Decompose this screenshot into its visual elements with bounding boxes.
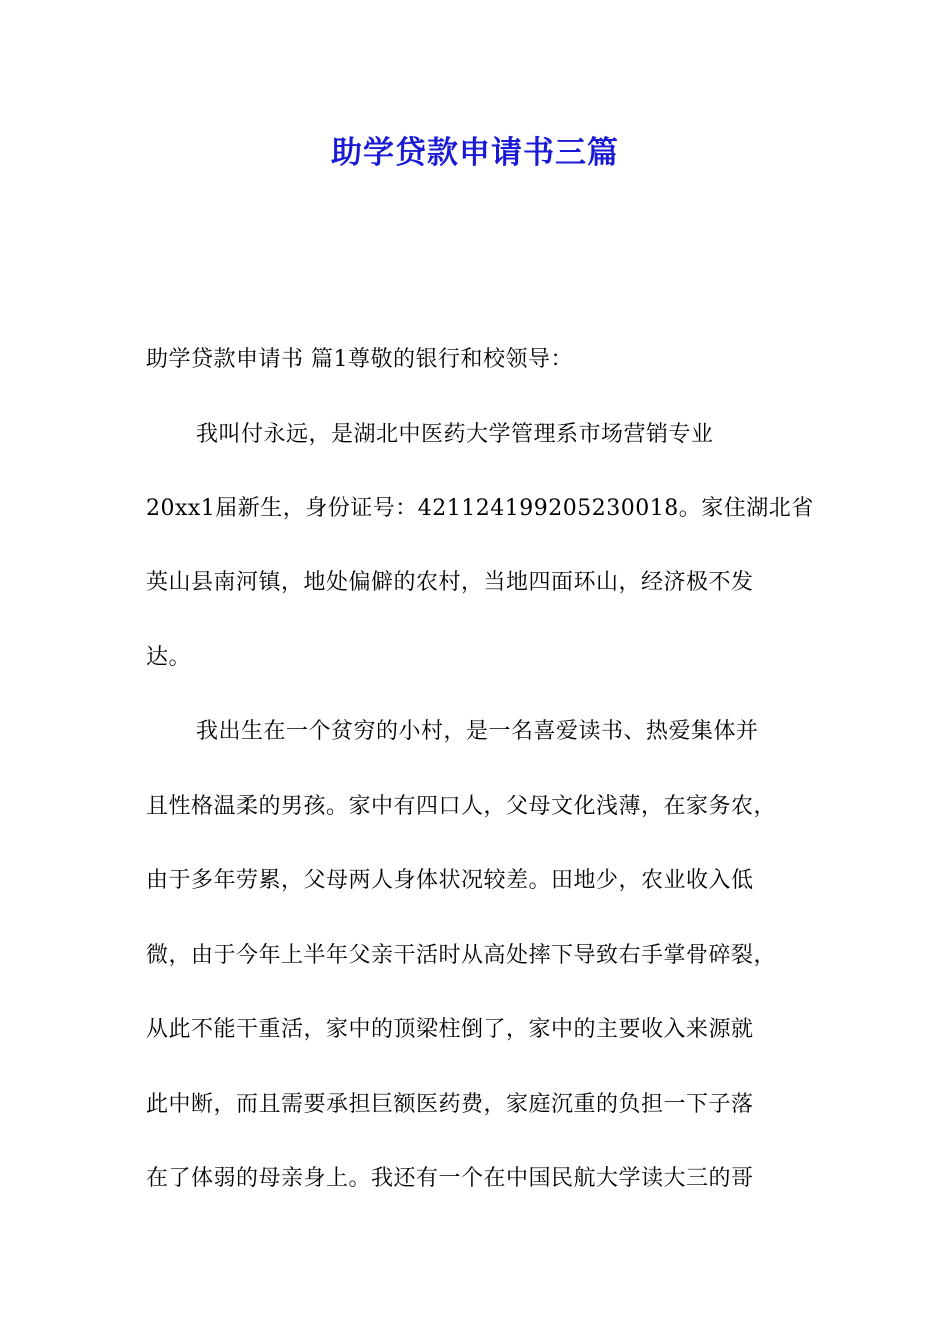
paragraph-1-line-3: 英山县南河镇，地处偏僻的农村，当地四面环山，经济极不发	[146, 570, 754, 595]
paragraph-2-line-5: 从此不能干重活，家中的顶梁柱倒了，家中的主要收入来源就	[146, 1017, 754, 1042]
salutation-line: 助学贷款申请书 篇1尊敬的银行和校领导：	[146, 347, 573, 372]
document-title: 助学贷款申请书三篇	[331, 135, 619, 171]
paragraph-1-line-1: 我叫付永远，是湖北中医药大学管理系市场营销专业	[196, 422, 714, 447]
paragraph-2-line-7: 在了体弱的母亲身上。我还有一个在中国民航大学读大三的哥	[146, 1166, 754, 1191]
paragraph-2-line-2: 且性格温柔的男孩。家中有四口人，父母文化浅薄，在家务农，	[146, 794, 777, 819]
paragraph-2-line-3: 由于多年劳累，父母两人身体状况较差。田地少，农业收入低	[146, 868, 754, 893]
paragraph-2-line-4: 微，由于今年上半年父亲干活时从高处摔下导致右手掌骨碎裂，	[146, 943, 777, 968]
paragraph-2-line-6: 此中断，而且需要承担巨额医药费，家庭沉重的负担一下子落	[146, 1092, 754, 1117]
paragraph-2-line-1: 我出生在一个贫穷的小村，是一名喜爱读书、热爱集体并	[196, 719, 759, 744]
paragraph-1-line-4: 达。	[146, 645, 192, 670]
paragraph-1-line-2: 20xx1届新生，身份证号：421124199205230018。家住湖北省	[146, 496, 814, 521]
